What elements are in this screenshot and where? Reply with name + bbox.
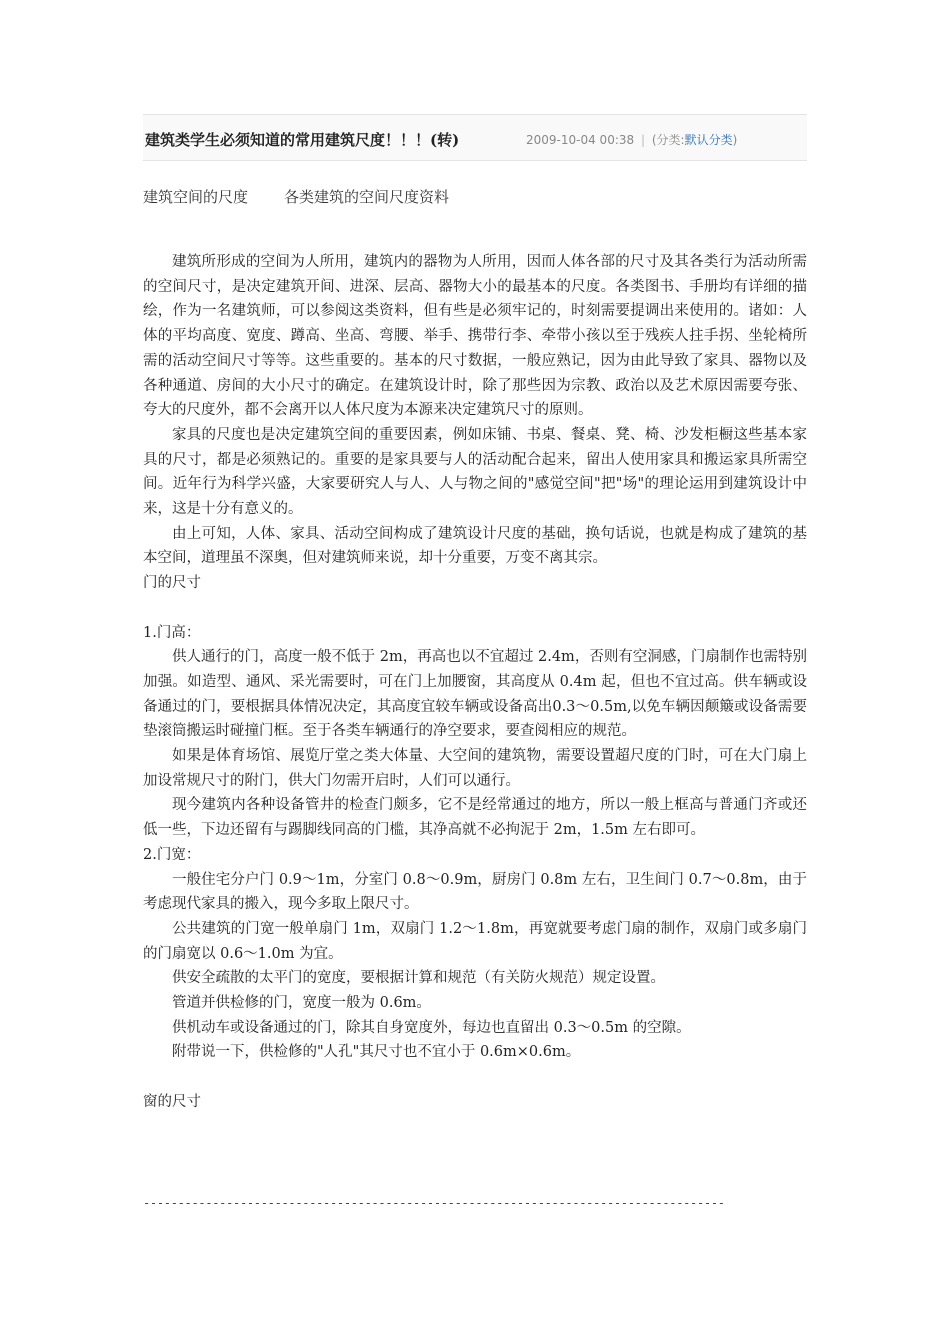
section-heading-window: 窗的尺寸	[143, 1093, 201, 1110]
paragraph: 供安全疏散的太平门的宽度，要根据计算和规范（有关防火规范）规定设置。	[172, 970, 665, 987]
paragraph: 供人通行的门，高度一般不低于 2m，再高也以不宜超过 2.4m，否则有空洞感，门扇制作也需特别加强。如造型、通风、采光需要时，可在门上加腰窗，其高度从 0.4m 起，但也不宜过高。供车辆或设备通过的门，要根据具体情况决定，其高度宜较车辆或设备高出0.3～0.5m,以免车辆因颠簸或设备需要垫滚筒搬运时碰撞门框。至于各类车辆通行的净空要求，要查阅相应的规范。	[143, 649, 807, 740]
paragraph: 建筑所形成的空间为人所用，建筑内的器物为人所用，因而人体各部的尺寸及其各类行为活动所需的空间尺寸，是决定建筑开间、进深、层高、器物大小的最基本的尺度。各类图书、手册均有详细的描绘，作为一名建筑师，可以参阅这类资料，但有些是必须牢记的，时刻需要提调出来使用的。诸如：人体的平均高度、宽度、蹲高、坐高、弯腰、举手、携带行李、牵带小孩以至于残疾人拄手拐、坐轮椅所需的活动空间尺寸等等。这些重要的。基本的尺寸数据，一般应熟记，因为由此导致了家具、器物以及各种通道、房间的大小尺寸的确定。在建筑设计时，除了那些因为宗教、政治以及艺术原因需要夸张、夸大的尺度外，都不会离开以人体尺度为本源来决定建筑尺寸的原则。	[143, 254, 807, 419]
category-suffix: )	[732, 133, 738, 147]
article-body	[143, 250, 807, 1115]
subsection-heading-door-width: 2.门宽：	[143, 846, 201, 863]
post-meta	[526, 131, 737, 148]
subheading-left: 建筑空间的尺度	[143, 188, 249, 206]
subsection-heading-door-height: 1.门高：	[143, 624, 201, 641]
post-title: 建筑类学生必须知道的常用建筑尺度！！！(转)	[145, 131, 460, 149]
subheading	[143, 186, 449, 207]
paragraph: 供机动车或设备通过的门，除其自身宽度外，每边也直留出 0.3～0.5m 的空隙。	[172, 1019, 691, 1036]
meta-separator: |	[640, 133, 646, 147]
section-heading-door: 门的尺寸	[143, 575, 201, 592]
paragraph: 现今建筑内各种设备管井的检查门颇多，它不是经常通过的地方，所以一般上框高与普通门齐或还低一些，下边还留有与踢脚线同高的门槛，其净高就不必拘泥于 2m，1.5m 左右即可。	[143, 797, 807, 839]
paragraph: 一般住宅分户门 0.9～1m，分室门 0.8～0.9m，厨房门 0.8m 左右，卫生间门 0.7～0.8m，由于考虑现代家具的搬入，现今多取上限尺寸。	[143, 871, 807, 913]
paragraph: 由上可知，人体、家具、活动空间构成了建筑设计尺度的基础，换句话说，也就是构成了建筑的基本空间，道理虽不深奥，但对建筑师来说，却十分重要，万变不离其宗。	[143, 525, 807, 567]
paragraph: 管道并供检修的门，宽度一般为 0.6m。	[172, 995, 431, 1012]
paragraph: 家具的尺度也是决定建筑空间的重要因素，例如床铺、书桌、餐桌、凳、椅、沙发柜橱这些基本家具的尺寸，都是必须熟记的。重要的是家具要与人的活动配合起来，留出人使用家具和搬运家具所需空间。近年行为科学兴盛，大家要研究人与人、人与物之间的"感觉空间"把"场"的理论运用到建筑设计中来，这是十分有意义的。	[143, 426, 807, 518]
category-link[interactable]: 默认分类	[684, 133, 733, 147]
paragraph: 附带说一下，供检修的"人孔"其尺寸也不宜小于 0.6m×0.6m。	[172, 1044, 581, 1061]
paragraph: 如果是体育场馆、展览厅堂之类大体量、大空间的建筑物，需要设置超尺度的门时，可在大门扇上加设常规尺寸的附门，供大门勿需开启时，人们可以通行。	[143, 748, 807, 789]
category-prefix: (分类:	[651, 133, 685, 147]
post-datetime: 2009-10-04 00:38	[526, 133, 635, 147]
paragraph: 公共建筑的门宽一般单扇门 1m，双扇门 1.2～1.8m，再宽就要考虑门扇的制作，双扇门或多扇门的门扇宽以 0.6～1.0m 为宜。	[143, 920, 807, 962]
post-header	[143, 114, 807, 161]
subheading-right: 各类建筑的空间尺度资料	[284, 188, 450, 206]
dashed-divider: ------------------------------------------------------------------------------------	[143, 1196, 725, 1210]
